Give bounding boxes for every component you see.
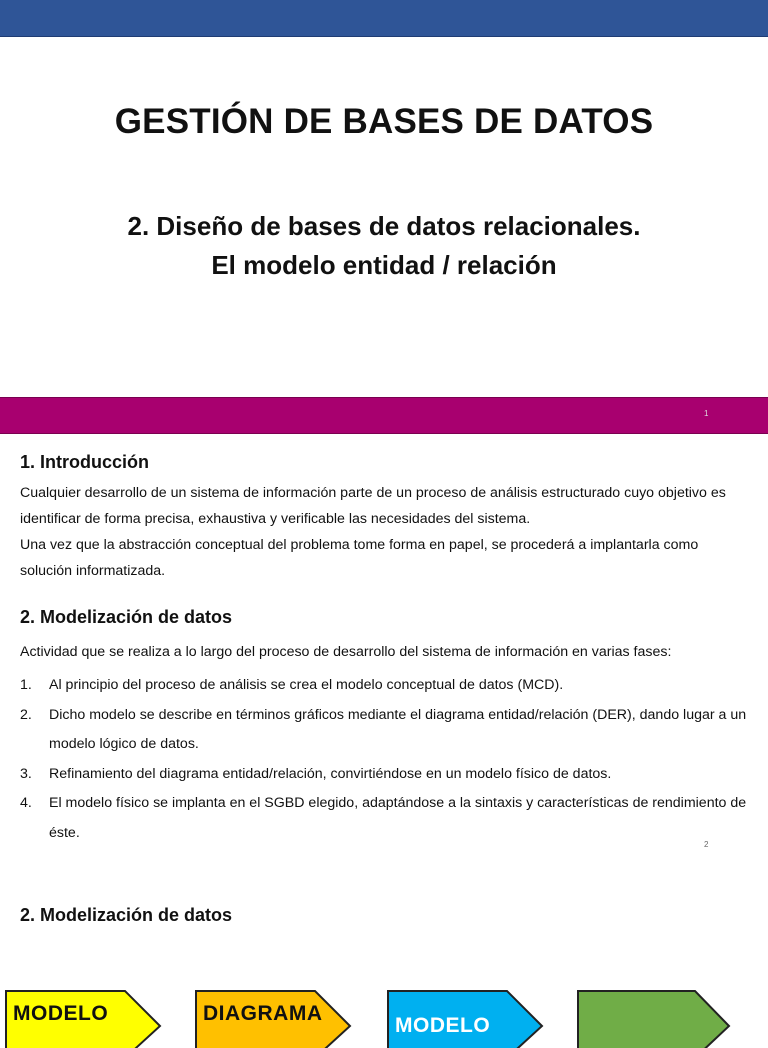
page-number-1: 1 <box>704 409 709 418</box>
list-text: Al principio del proceso de análisis se crea el modelo conceptual de datos (MCD). <box>49 677 564 693</box>
section-heading-modelizacion-2: 2. Modelización de datos <box>20 905 233 925</box>
page-number-2: 2 <box>704 840 709 849</box>
section-heading-introduccion: 1. Introducción <box>20 452 150 472</box>
slide-footer-bar <box>0 397 768 434</box>
phases-list <box>20 671 760 848</box>
slide-title: GESTIÓN DE BASES DE DATOS <box>114 102 654 141</box>
list-number: 2. <box>20 706 32 723</box>
intro-paragraph <box>20 480 760 584</box>
modelizacion-intro: Actividad que se realiza a lo largo del proceso de desarrollo del sistema de información en varias fases: <box>20 644 672 660</box>
list-item <box>20 701 760 760</box>
slide-subtitle <box>0 207 768 285</box>
list-number: 3. <box>20 765 32 782</box>
list-text: modelo lógico de datos. <box>49 736 199 752</box>
list-number: 1. <box>20 677 32 693</box>
intro-line: Una vez que la abstracción conceptual del problema tome forma en papel, se procederá a implantarla como <box>20 537 699 553</box>
list-text: éste. <box>49 824 80 841</box>
intro-line: identificar de forma precisa, exhaustiva y verificable las necesidades del sistema. <box>20 511 531 527</box>
process-shape-modelo-conceptual <box>5 988 165 1048</box>
subtitle-line-1: 2. Diseño de bases de datos relacionales. <box>127 211 641 241</box>
list-text: Dicho modelo se describe en términos gráficos mediante el diagrama entidad/relación (DER), dando lugar a un <box>49 706 747 723</box>
intro-line: Cualquier desarrollo de un sistema de información parte de un proceso de análisis estructurado cuyo objetivo es <box>20 485 726 501</box>
shape-body <box>578 991 729 1048</box>
shape-label: DIAGRAMA <box>203 1002 323 1025</box>
process-shape-diagrama <box>195 988 355 1048</box>
shape-label: MODELO <box>13 1002 109 1025</box>
section-heading-modelizacion: 2. Modelización de datos <box>20 607 233 627</box>
list-item <box>20 760 760 790</box>
list-item <box>20 671 760 701</box>
slide-header-bar <box>0 0 768 37</box>
list-text: Refinamiento del diagrama entidad/relación, convirtiéndose en un modelo físico de datos. <box>49 765 612 782</box>
process-shapes <box>0 988 768 1037</box>
list-text: El modelo físico se implanta en el SGBD elegido, adaptándose a la sintaxis y características de rendimiento de <box>49 795 747 811</box>
subtitle-line-2: El modelo entidad / relación <box>211 250 557 280</box>
list-item <box>20 789 760 848</box>
process-shape-modelo-fisico <box>577 988 747 1048</box>
process-shape-modelo-logico <box>387 988 547 1048</box>
list-number: 4. <box>20 795 32 811</box>
intro-line: solución informatizada. <box>20 563 166 579</box>
shape-label: MODELO <box>395 1014 491 1037</box>
